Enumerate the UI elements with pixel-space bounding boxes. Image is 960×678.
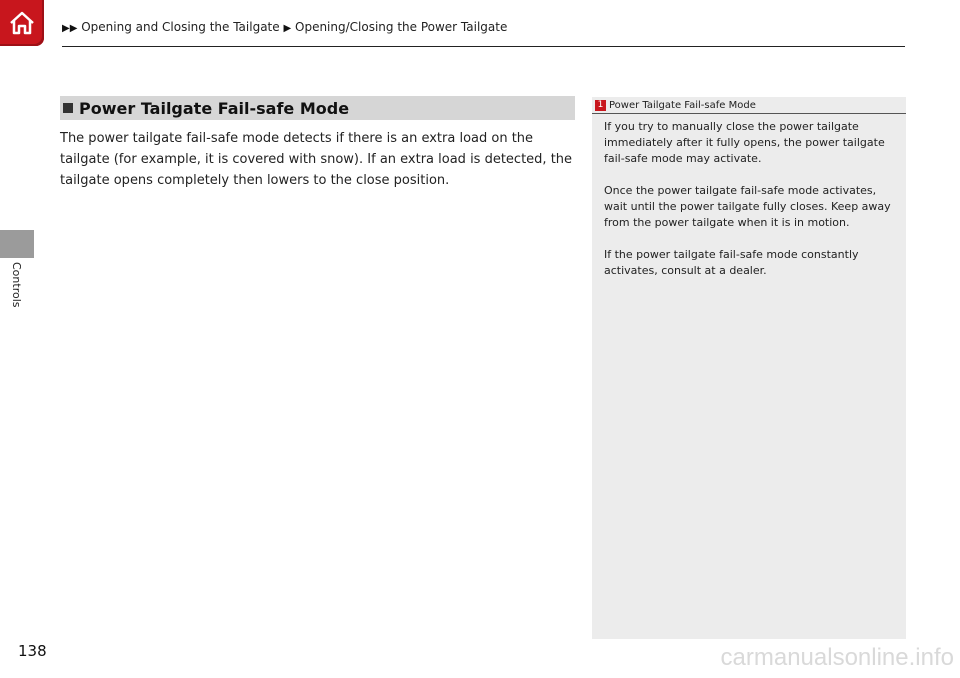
header-divider	[62, 46, 905, 47]
note-title-bar	[592, 97, 906, 114]
breadcrumb-arrow-icon: ▶▶	[62, 23, 78, 34]
breadcrumb	[62, 20, 507, 34]
note-paragraph: If you try to manually close the power tailgate immediately after it fully opens, the power tailgate fail-safe mode may activate.	[604, 120, 885, 165]
square-bullet-icon	[63, 103, 73, 113]
watermark: carmanualsonline.info	[720, 644, 954, 671]
note-paragraph: If the power tailgate fail-safe mode constantly activates, consult at a dealer.	[604, 248, 859, 277]
section-body: The power tailgate fail-safe mode detects if there is an extra load on the tailgate (for example, it is covered with snow). If an extra load is detected, the tailgate opens completely then lowers to the close position.	[60, 131, 573, 188]
page-number: 138	[18, 642, 47, 660]
home-button[interactable]	[0, 0, 44, 46]
note-paragraph: Once the power tailgate fail-safe mode activates, wait until the power tailgate fully closes. Keep away from the power tailgate when it is in motion.	[604, 184, 891, 229]
side-tab-marker	[0, 230, 34, 258]
section-heading	[60, 96, 575, 120]
note-marker-icon: 1	[595, 100, 606, 111]
note-panel	[592, 97, 906, 639]
note-content	[604, 119, 900, 295]
breadcrumb-item-power-tailgate[interactable]: Opening/Closing the Power Tailgate	[295, 20, 508, 34]
side-section-label: Controls	[10, 262, 23, 308]
breadcrumb-arrow-icon: ▶	[283, 23, 292, 34]
home-icon	[7, 8, 37, 38]
breadcrumb-item-tailgate[interactable]: Opening and Closing the Tailgate	[81, 20, 280, 34]
section-title: Power Tailgate Fail-safe Mode	[79, 98, 350, 118]
note-title: Power Tailgate Fail-safe Mode	[609, 99, 756, 111]
